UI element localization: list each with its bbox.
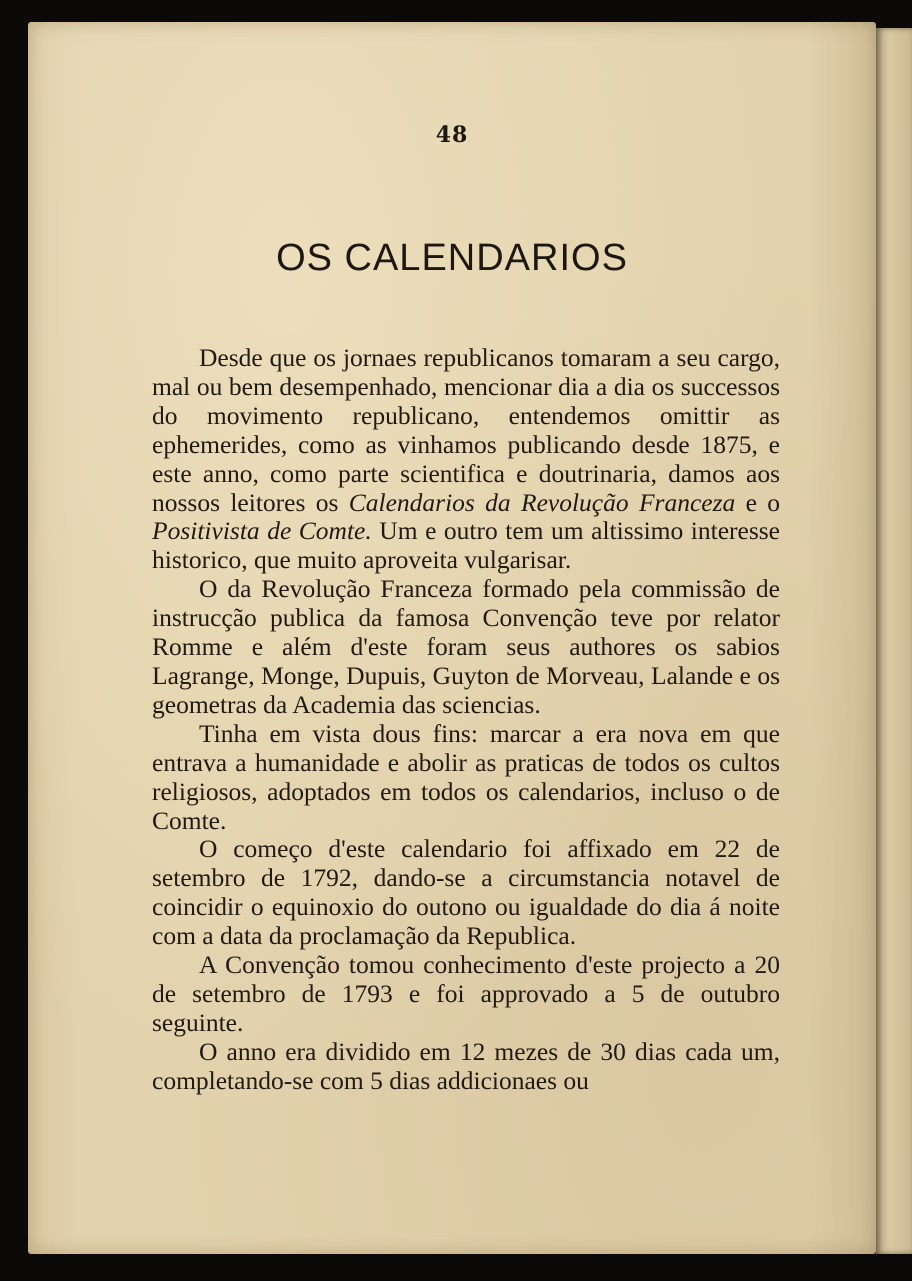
- paragraph-text: Desde que os jornaes republicanos tomaram a seu cargo, mal ou bem desempenhado, mencionar dia a dia os successos do movimento republicano, entendemos omittir as ephemerides, como as vinhamos publicando desde 1875, e este anno, como parte scientifica e doutrinaria, damos aos nossos leitores os: [152, 343, 780, 517]
- paragraph-text: e o: [735, 487, 780, 517]
- paragraph: [152, 720, 780, 836]
- chapter-title: OS CALENDARIOS: [276, 237, 628, 279]
- paragraph: [152, 835, 780, 951]
- paragraph: [152, 1038, 780, 1096]
- body-text: [152, 344, 780, 1096]
- paragraph-text: O começo d'este calendario foi affixado em 22 de setembro de 1792, dando-se a circumstancia notavel de coincidir o equinoxio do outono ou igualdade do dia á noite com a data da proclamação da Republica.: [152, 834, 780, 951]
- paragraph-text: A Convenção tomou conhecimento d'este projecto a 20 de setembro de 1793 e foi approvado a 5 de outubro seguinte.: [152, 950, 780, 1037]
- italic-title-calendarios: Calendarios da Revolução Franceza: [348, 487, 736, 517]
- page-number: 48: [435, 122, 469, 148]
- paragraph: [152, 575, 780, 720]
- paragraph: [152, 344, 780, 575]
- paragraph-text: Um e outro tem um altissimo interesse historico, que muito aproveita vulgarisar.: [152, 516, 780, 575]
- adjacent-page-edge: [876, 28, 912, 1254]
- paragraph-text: Tinha em vista dous fins: marcar a era nova em que entrava a humanidade e abolir as praticas de todos os cultos religiosos, adoptados em todos os calendarios, incluso o de Comte.: [152, 718, 780, 835]
- paragraph-text: O anno era dividido em 12 mezes de 30 dias cada um, completando-se com 5 dias addicionaes ou: [152, 1036, 780, 1095]
- paragraph: [152, 951, 780, 1038]
- book-page: [28, 22, 876, 1254]
- paragraph-text: O da Revolução Franceza formado pela commissão de instrucção publica da famosa Convenção teve por relator Romme e além d'este foram seus authores os sabios Lagrange, Monge, Dupuis, Guyton de Morveau, Lalande e os geometras da Academia das sciencias.: [152, 574, 780, 719]
- italic-title-positivista: Positivista de Comte.: [152, 516, 372, 546]
